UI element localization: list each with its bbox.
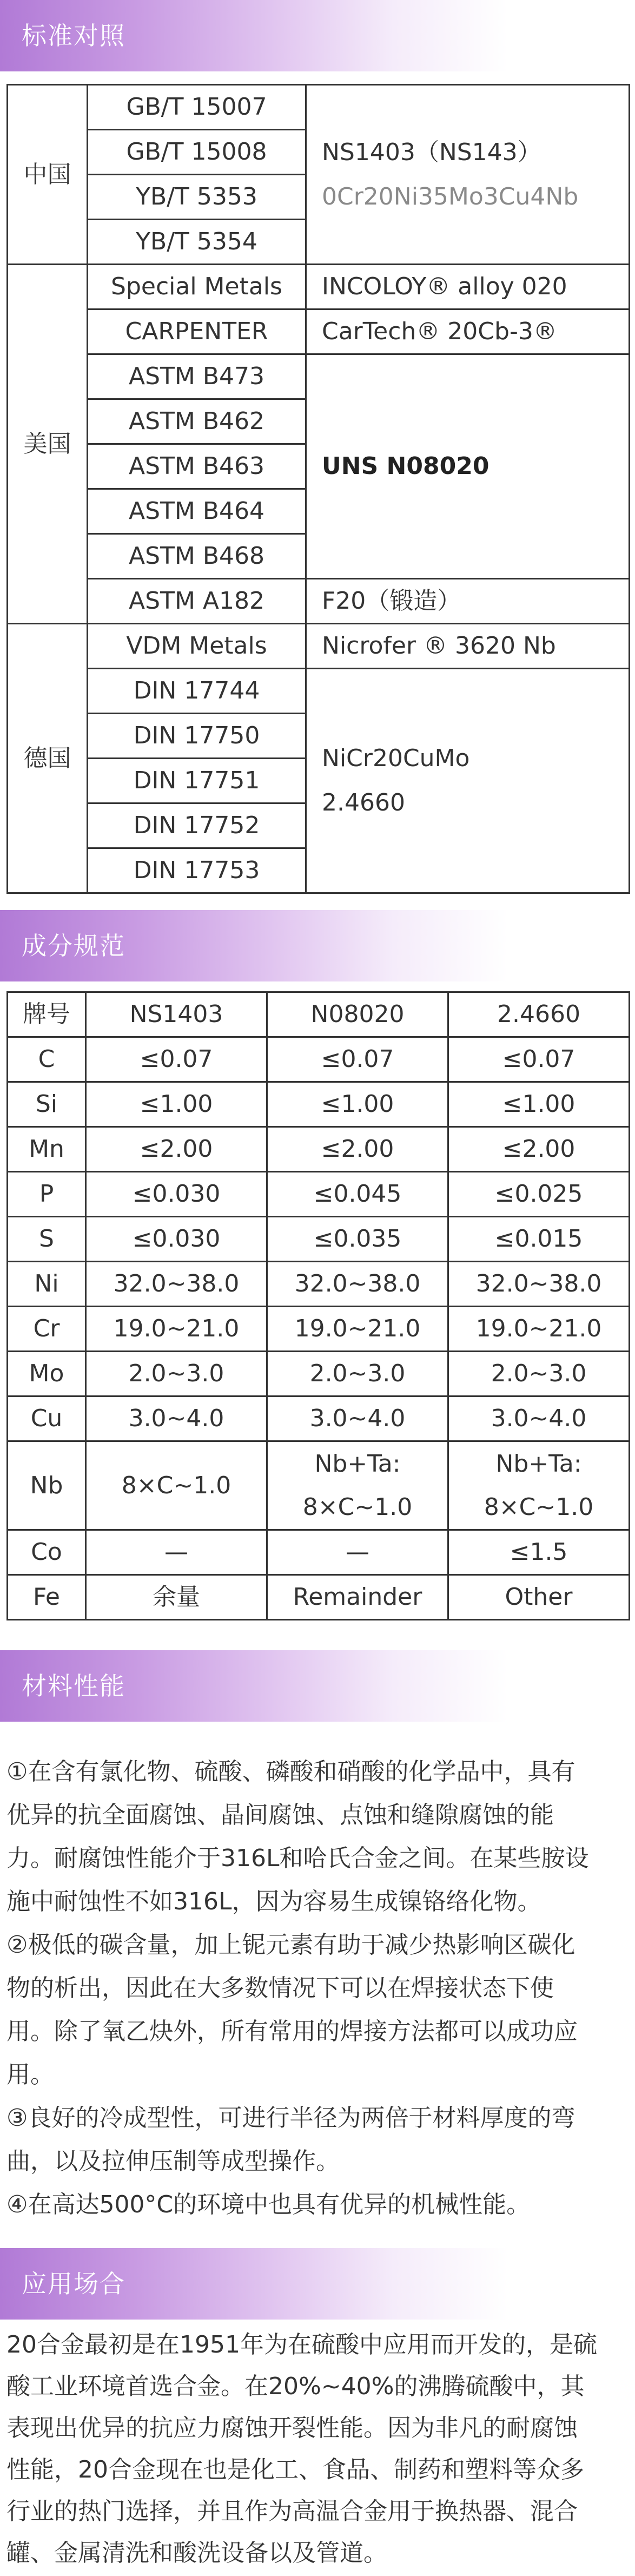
germany-grade-cell (306, 669, 630, 893)
std-org: CARPENTER (88, 309, 306, 354)
text-line: ①在含有氯化物、硫酸、磷酸和硝酸的化学品中，具有 (6, 1758, 576, 1786)
text-line: 用。 (6, 2061, 54, 2089)
value-cell: ≤0.07 (267, 1037, 448, 1082)
value-cell (448, 1441, 630, 1530)
col-header: 2.4660 (448, 992, 630, 1037)
section-title: 成分规范 (22, 931, 125, 960)
value-cell: 19.0~21.0 (86, 1307, 267, 1352)
value-cell: 19.0~21.0 (267, 1307, 448, 1352)
section-header-properties (0, 1650, 635, 1722)
value-line: 8×C~1.0 (484, 1493, 594, 1521)
element-cell: Mo (8, 1352, 86, 1396)
value-cell: 3.0~4.0 (448, 1396, 630, 1441)
std-code: DIN 17751 (88, 759, 306, 803)
text-line: ③良好的冷成型性，可进行半径为两倍于材料厚度的弯 (6, 2104, 576, 2132)
value-cell: Remainder (267, 1575, 448, 1620)
value-cell: ≤0.045 (267, 1172, 448, 1217)
text-line: 用。除了氧乙炔外，所有常用的焊接方法都可以成功应 (6, 2018, 578, 2045)
table-row (8, 1262, 630, 1307)
element-cell: S (8, 1217, 86, 1262)
section-header-standards (0, 0, 635, 71)
std-code: DIN 17744 (88, 669, 306, 714)
std-code: GB/T 15008 (88, 130, 306, 175)
value-cell: ≤2.00 (267, 1127, 448, 1172)
element-cell: Si (8, 1082, 86, 1127)
std-code: ASTM B462 (88, 399, 306, 444)
element-cell: Mn (8, 1127, 86, 1172)
table-row (8, 1217, 630, 1262)
std-org: VDM Metals (88, 624, 306, 669)
value-cell: — (86, 1530, 267, 1575)
value-cell: ≤0.035 (267, 1217, 448, 1262)
table-row (8, 1396, 630, 1441)
text-line: 优异的抗全面腐蚀、晶间腐蚀、点蚀和缝隙腐蚀的能 (6, 1801, 554, 1829)
col-header: 牌号 (8, 992, 86, 1037)
value-cell: 3.0~4.0 (86, 1396, 267, 1441)
element-cell: C (8, 1037, 86, 1082)
std-code: ASTM B464 (88, 489, 306, 534)
value-cell: ≤0.07 (86, 1037, 267, 1082)
element-cell: Cr (8, 1307, 86, 1352)
std-code: ASTM A182 (88, 579, 306, 624)
element-cell: Co (8, 1530, 86, 1575)
std-code: DIN 17753 (88, 848, 306, 893)
col-header: N08020 (267, 992, 448, 1037)
value-cell: ≤0.030 (86, 1172, 267, 1217)
china-grade: NS1403（NS143） (322, 138, 541, 166)
table-row (8, 1352, 630, 1396)
std-code: ASTM B463 (88, 444, 306, 489)
std-code: GB/T 15007 (88, 85, 306, 130)
table-row (8, 1307, 630, 1352)
value-cell: 2.0~3.0 (267, 1352, 448, 1396)
value-cell: ≤2.00 (86, 1127, 267, 1172)
value-cell: 32.0~38.0 (448, 1262, 630, 1307)
value-cell: ≤0.015 (448, 1217, 630, 1262)
std-code: YB/T 5353 (88, 175, 306, 220)
applications-text (6, 2324, 629, 2574)
std-code: DIN 17752 (88, 803, 306, 848)
value-cell: ≤0.07 (448, 1037, 630, 1082)
std-grade: Nicrofer ® 3620 Nb (306, 624, 630, 669)
table-row (8, 1441, 630, 1530)
value-cell: 3.0~4.0 (267, 1396, 448, 1441)
value-cell: ≤1.00 (448, 1082, 630, 1127)
country-usa: 美国 (8, 265, 88, 624)
value-cell: ≤1.00 (86, 1082, 267, 1127)
section-header-applications (0, 2248, 635, 2320)
value-line: Nb+Ta: (495, 1450, 582, 1478)
value-cell: 8×C~1.0 (86, 1441, 267, 1530)
table-row (8, 1082, 630, 1127)
china-grade-cell (306, 85, 630, 265)
text-line: 行业的热门选择，并且作为高温合金用于换热器、混合 (6, 2498, 578, 2525)
text-line: ④在高达500°C的环境中也具有优异的机械性能。 (6, 2191, 531, 2218)
text-line: 曲，以及拉伸压制等成型操作。 (6, 2147, 340, 2175)
value-cell: ≤0.030 (86, 1217, 267, 1262)
std-grade: CarTech® 20Cb-3® (306, 309, 630, 354)
germany-grade-alt: 2.4660 (322, 789, 405, 816)
value-cell: 32.0~38.0 (86, 1262, 267, 1307)
table-row (8, 1127, 630, 1172)
element-cell: Fe (8, 1575, 86, 1620)
section-title: 材料性能 (22, 1671, 125, 1701)
col-header: NS1403 (86, 992, 267, 1037)
value-line: Nb+Ta: (314, 1450, 401, 1478)
std-code: YB/T 5354 (88, 220, 306, 265)
text-line: 20合金最初是在1951年为在硫酸中应用而开发的，是硫 (6, 2331, 597, 2358)
country-germany: 德国 (8, 624, 88, 893)
std-code: ASTM B468 (88, 534, 306, 579)
germany-grade: NiCr20CuMo (322, 745, 470, 772)
section-title: 标准对照 (22, 21, 125, 50)
text-line: 施中耐蚀性不如316L，因为容易生成镍铬络化物。 (6, 1888, 541, 1915)
table-row (8, 1037, 630, 1082)
element-cell: P (8, 1172, 86, 1217)
uns-grade: UNS N08020 (306, 354, 630, 579)
std-org: Special Metals (88, 265, 306, 309)
value-cell: Other (448, 1575, 630, 1620)
value-cell: ≤0.025 (448, 1172, 630, 1217)
value-cell: 32.0~38.0 (267, 1262, 448, 1307)
element-cell: Cu (8, 1396, 86, 1441)
text-line: 力。耐腐蚀性能介于316L和哈氏合金之间。在某些胺设 (6, 1844, 589, 1872)
value-cell: ≤2.00 (448, 1127, 630, 1172)
value-cell: 19.0~21.0 (448, 1307, 630, 1352)
value-cell (267, 1441, 448, 1530)
standards-table (6, 84, 630, 894)
element-cell: Nb (8, 1441, 86, 1530)
element-cell: Ni (8, 1262, 86, 1307)
table-row (8, 1575, 630, 1620)
std-grade: F20（锻造） (306, 579, 630, 624)
text-line: 酸工业环境首选合金。在20%~40%的沸腾硫酸中，其 (6, 2373, 585, 2400)
std-code: ASTM B473 (88, 354, 306, 399)
composition-table (6, 991, 630, 1620)
std-grade: INCOLOY® alloy 020 (306, 265, 630, 309)
value-cell: 余量 (86, 1575, 267, 1620)
text-line: 物的析出，因此在大多数情况下可以在焊接状态下使 (6, 1974, 554, 2002)
china-grade-alt: 0Cr20Ni35Mo3Cu4Nb (322, 182, 579, 210)
country-china: 中国 (8, 85, 88, 265)
section-header-composition (0, 910, 635, 981)
value-cell: ≤1.5 (448, 1530, 630, 1575)
value-cell: 2.0~3.0 (86, 1352, 267, 1396)
properties-text (6, 1750, 629, 2226)
value-cell: 2.0~3.0 (448, 1352, 630, 1396)
value-cell: — (267, 1530, 448, 1575)
text-line: 罐、金属清洗和酸洗设备以及管道。 (6, 2539, 387, 2567)
section-title: 应用场合 (22, 2269, 125, 2298)
value-line: 8×C~1.0 (302, 1493, 413, 1521)
value-cell: ≤1.00 (267, 1082, 448, 1127)
std-code: DIN 17750 (88, 714, 306, 759)
text-line: 表现出优异的抗应力腐蚀开裂性能。因为非凡的耐腐蚀 (6, 2414, 578, 2442)
table-row (8, 1172, 630, 1217)
text-line: ②极低的碳含量，加上铌元素有助于减少热影响区碳化 (6, 1931, 576, 1959)
table-row (8, 1530, 630, 1575)
text-line: 性能，20合金现在也是化工、食品、制药和塑料等众多 (6, 2456, 584, 2483)
